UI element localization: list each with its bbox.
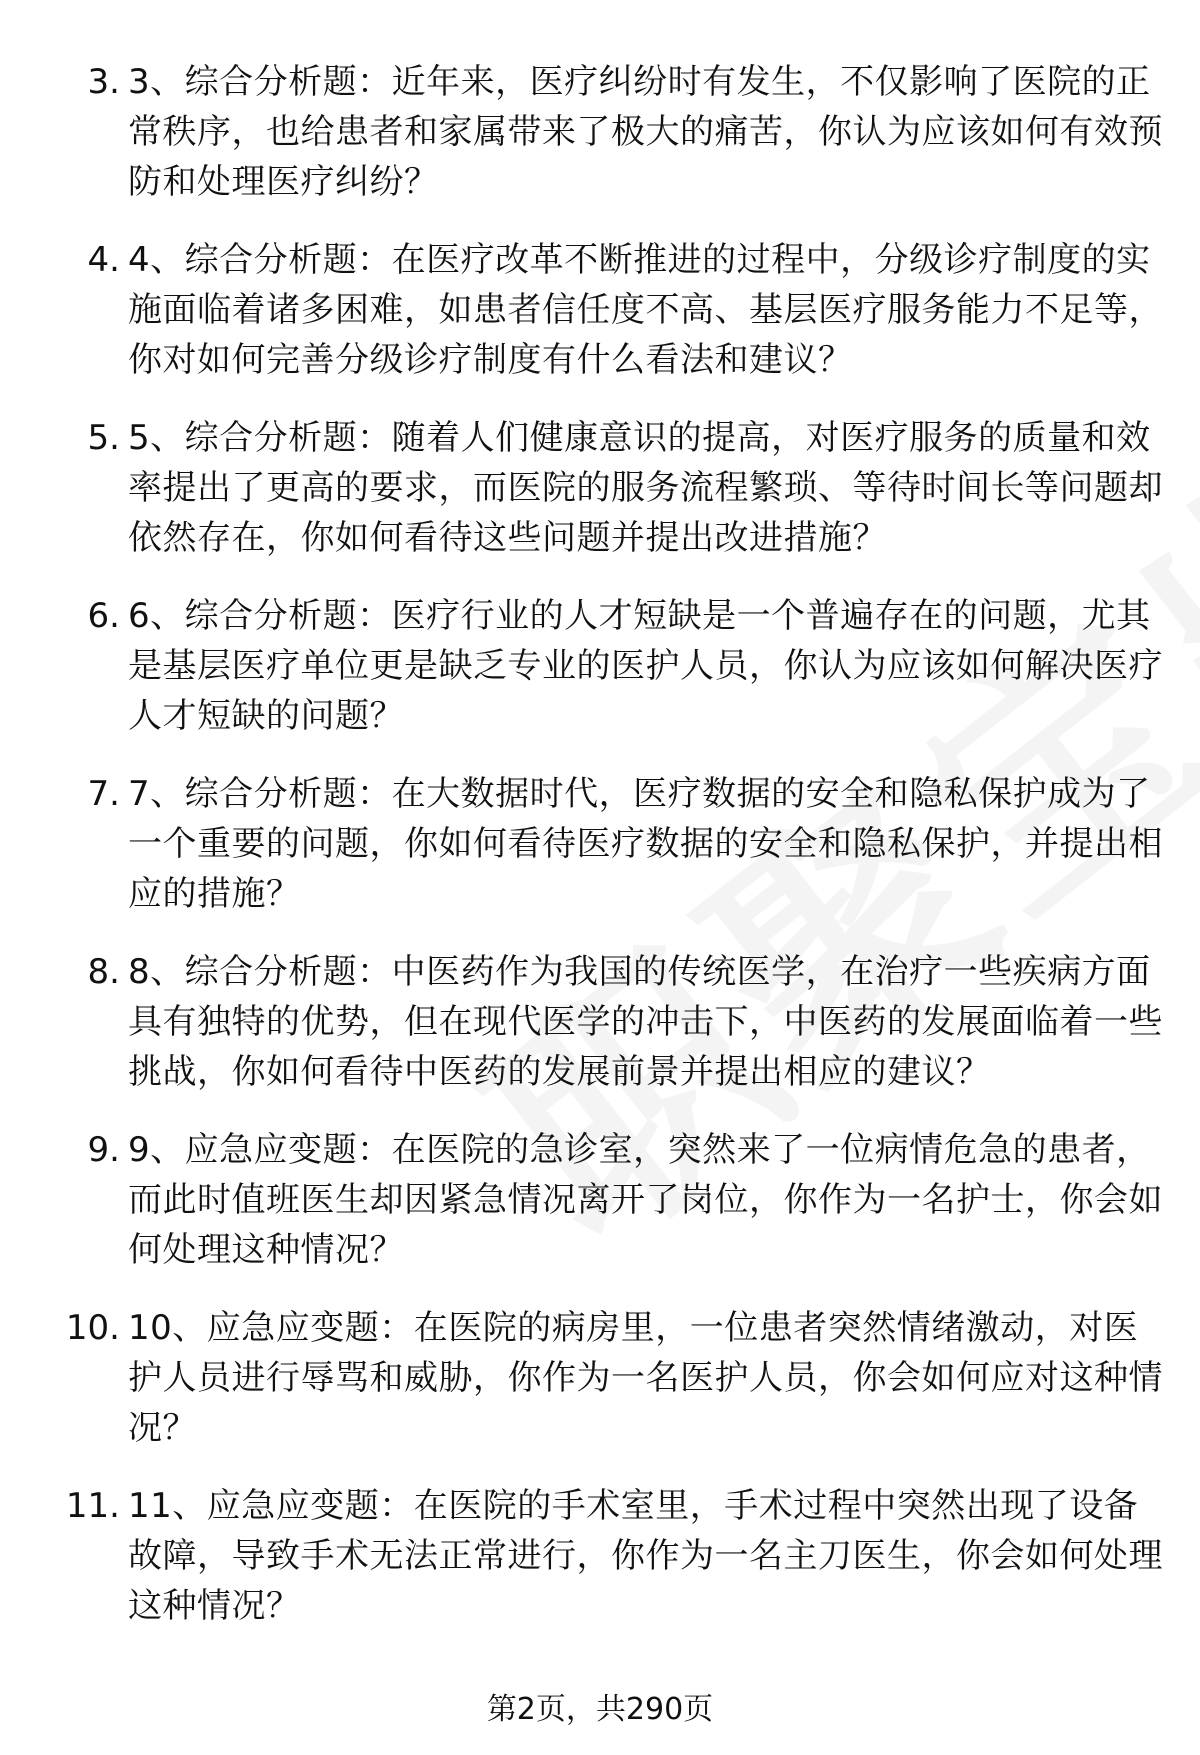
question-number: 6. — [87, 596, 120, 636]
question-item — [0, 413, 1200, 591]
page-number-footer: 第2页，共290页 — [486, 1692, 714, 1727]
question-item — [0, 1125, 1200, 1303]
question-text: 3、综合分析题：近年来，医疗纠纷时有发生，不仅影响了医院的正常秩序，也给患者和家属带来了极大的痛苦，你认为应该如何有效预防和处理医疗纠纷？ — [128, 62, 1163, 202]
question-list — [0, 57, 1200, 1659]
question-text: 5、综合分析题：随着人们健康意识的提高，对医疗服务的质量和效率提出了更高的要求，而医院的服务流程繁琐、等待时间长等问题却依然存在，你如何看待这些问题并提出改进措施？ — [128, 418, 1163, 558]
question-number: 7. — [87, 774, 120, 814]
question-item — [0, 769, 1200, 947]
question-text: 7、综合分析题：在大数据时代，医疗数据的安全和隐私保护成为了一个重要的问题，你如何看待医疗数据的安全和隐私保护，并提出相应的措施？ — [128, 774, 1163, 914]
question-text: 4、综合分析题：在医疗改革不断推进的过程中，分级诊疗制度的实施面临着诸多困难，如患者信任度不高、基层医疗服务能力不足等，你对如何完善分级诊疗制度有什么看法和建议？ — [128, 240, 1163, 380]
question-item — [0, 235, 1200, 413]
question-item — [0, 947, 1200, 1125]
question-number: 9. — [87, 1130, 120, 1170]
question-item — [0, 1481, 1200, 1659]
question-text: 6、综合分析题：医疗行业的人才短缺是一个普遍存在的问题，尤其是基层医疗单位更是缺乏专业的医护人员，你认为应该如何解决医疗人才短缺的问题？ — [128, 596, 1163, 736]
question-item — [0, 1303, 1200, 1481]
question-item — [0, 57, 1200, 235]
question-number: 8. — [87, 952, 120, 992]
question-number: 10. — [65, 1308, 120, 1348]
question-item — [0, 591, 1200, 769]
question-number: 3. — [87, 62, 120, 102]
question-text: 8、综合分析题：中医药作为我国的传统医学，在治疗一些疾病方面具有独特的优势，但在现代医学的冲击下，中医药的发展面临着一些挑战，你如何看待中医药的发展前景并提出相应的建议？ — [128, 952, 1163, 1092]
question-number: 4. — [87, 240, 120, 280]
question-number: 5. — [87, 418, 120, 458]
question-text: 10、应急应变题：在医院的病房里，一位患者突然情绪激动，对医护人员进行辱骂和威胁，你作为一名医护人员，你会如何应对这种情况？ — [128, 1308, 1163, 1448]
question-text: 11、应急应变题：在医院的手术室里，手术过程中突然出现了设备故障，导致手术无法正常进行，你作为一名主刀医生，你会如何处理这种情况？ — [128, 1486, 1163, 1626]
question-number: 11. — [65, 1486, 120, 1526]
question-text: 9、应急应变题：在医院的急诊室，突然来了一位病情危急的患者，而此时值班医生却因紧急情况离开了岗位，你作为一名护士，你会如何处理这种情况？ — [128, 1130, 1163, 1270]
